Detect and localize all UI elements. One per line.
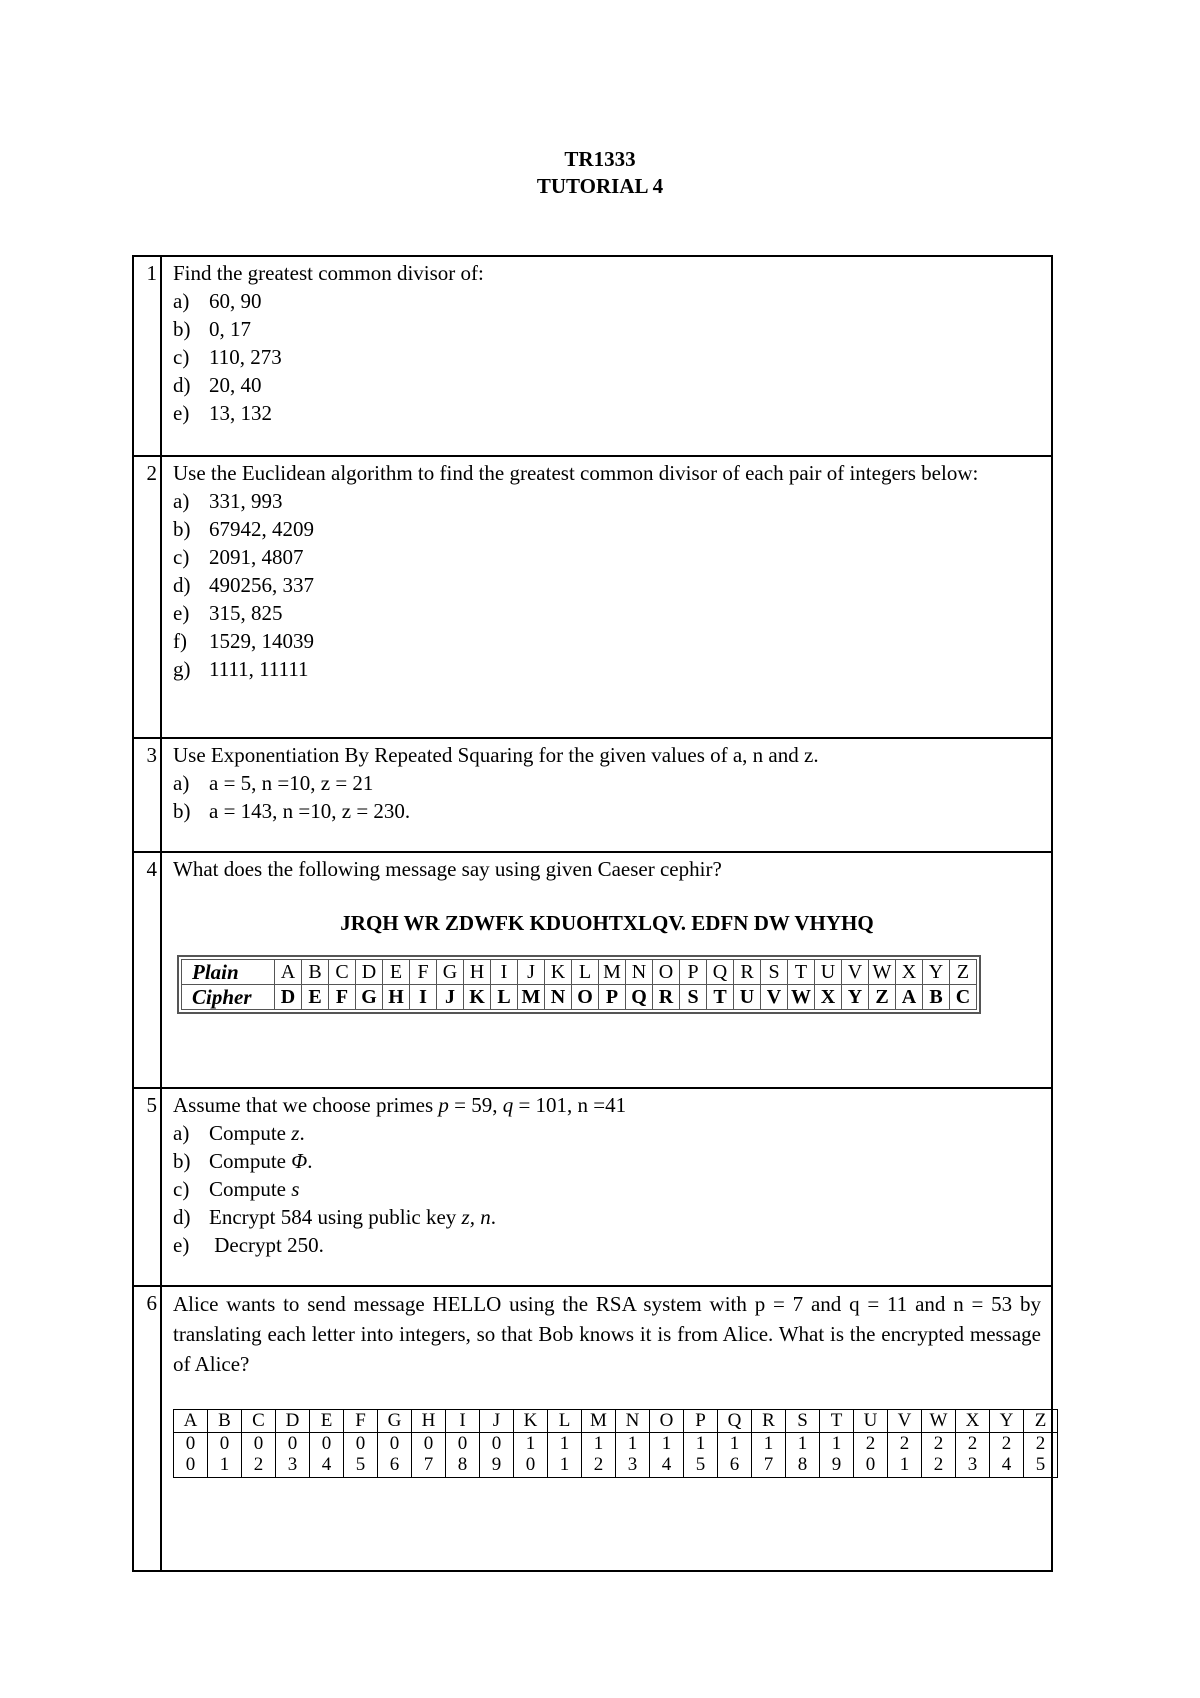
table-cell: O: [572, 985, 599, 1010]
table-cell: H: [464, 960, 491, 985]
plain-label: Plain: [182, 960, 275, 985]
table-cell: J: [437, 985, 464, 1010]
cell-value: 0 7: [423, 1433, 434, 1475]
table-cell: W: [869, 960, 896, 985]
question-text: Use the Euclidean algorithm to find the greatest common divisor of each pair of integers below:: [173, 461, 979, 485]
table-cell: A: [174, 1410, 208, 1433]
table-cell: [310, 1433, 344, 1478]
table-cell: [412, 1433, 446, 1478]
list-item: c) Compute s: [173, 1177, 300, 1201]
cell-value: 0 5: [355, 1433, 366, 1475]
table-cell: E: [302, 985, 329, 1010]
question-number: 4: [133, 852, 161, 1088]
cell-value: 0 0: [185, 1433, 196, 1475]
cipher-label: Cipher: [182, 985, 275, 1010]
table-cell: [786, 1433, 820, 1478]
cell-value: 0 4: [321, 1433, 332, 1475]
table-cell: [242, 1433, 276, 1478]
cell-value: 1 4: [661, 1433, 672, 1475]
table-cell: C: [329, 960, 356, 985]
table-cell: H: [412, 1410, 446, 1433]
table-cell: S: [680, 985, 707, 1010]
table-cell: O: [653, 960, 680, 985]
table-cell: I: [491, 960, 518, 985]
cell-value: 1 6: [729, 1433, 740, 1475]
table-cell: L: [572, 960, 599, 985]
table-cell: R: [653, 985, 680, 1010]
table-cell: M: [518, 985, 545, 1010]
question-row-6: [133, 1286, 1052, 1571]
list-item: a) 60, 90: [173, 289, 262, 313]
list-item: e) 315, 825: [173, 601, 283, 625]
table-cell: [922, 1433, 956, 1478]
cell-value: 0 6: [389, 1433, 400, 1475]
question-body: [161, 738, 1052, 852]
table-cell: W: [788, 985, 815, 1010]
cell-value: 1 7: [763, 1433, 774, 1475]
table-cell: [276, 1433, 310, 1478]
table-cell: A: [275, 960, 302, 985]
table-cell: [650, 1433, 684, 1478]
list-item: c) 110, 273: [173, 345, 282, 369]
table-cell: U: [854, 1410, 888, 1433]
cell-value: 1 1: [559, 1433, 570, 1475]
cell-value: 0 2: [253, 1433, 264, 1475]
question-text: What does the following message say using given Caeser cephir?: [173, 857, 722, 881]
table-cell: G: [378, 1410, 412, 1433]
question-row-1: [133, 256, 1052, 456]
table-cell: [174, 1433, 208, 1478]
caesar-cipher-table: [181, 959, 977, 1010]
table-cell: T: [820, 1410, 854, 1433]
table-cell: L: [491, 985, 518, 1010]
table-cell: Y: [923, 960, 950, 985]
table-cell: N: [616, 1410, 650, 1433]
table-cell: K: [545, 960, 572, 985]
table-cell: B: [923, 985, 950, 1010]
cell-value: 0 1: [219, 1433, 230, 1475]
table-cell: Q: [626, 985, 653, 1010]
table-cell: F: [344, 1410, 378, 1433]
question-body: [161, 1286, 1052, 1571]
question-text: Alice wants to send message HELLO using the RSA system with p = 7 and q = 11 and n = 53 by translating each letter into integers, so that Bob knows it is from Alice. What is the encrypted message of Alice?: [173, 1292, 1041, 1376]
cell-value: 1 2: [593, 1433, 604, 1475]
table-cell: N: [626, 960, 653, 985]
cipher-row: [182, 985, 977, 1010]
table-cell: P: [599, 985, 626, 1010]
questions-table: [132, 255, 1053, 1572]
table-cell: H: [383, 985, 410, 1010]
question-number: 2: [133, 456, 161, 738]
list-item: a) Compute z.: [173, 1121, 305, 1145]
table-cell: B: [302, 960, 329, 985]
table-cell: U: [815, 960, 842, 985]
question-row-4: [133, 852, 1052, 1088]
question-text: Assume that we choose primes p = 59, q = 101, n =41: [173, 1093, 627, 1117]
table-cell: J: [480, 1410, 514, 1433]
table-cell: Z: [950, 960, 977, 985]
table-cell: F: [410, 960, 437, 985]
table-cell: M: [582, 1410, 616, 1433]
table-cell: [684, 1433, 718, 1478]
table-cell: [820, 1433, 854, 1478]
list-item: d) 20, 40: [173, 373, 262, 397]
table-cell: C: [950, 985, 977, 1010]
table-cell: X: [815, 985, 842, 1010]
question-number: 6: [133, 1286, 161, 1571]
question-row-5: [133, 1088, 1052, 1286]
table-cell: O: [650, 1410, 684, 1433]
table-cell: [446, 1433, 480, 1478]
question-body: [161, 852, 1052, 1088]
list-item: d) Encrypt 584 using public key z, n.: [173, 1205, 496, 1229]
table-cell: Q: [707, 960, 734, 985]
plain-row: [182, 960, 977, 985]
cell-value: 0 8: [457, 1433, 468, 1475]
course-code: TR1333: [564, 147, 636, 171]
table-cell: V: [888, 1410, 922, 1433]
table-cell: I: [410, 985, 437, 1010]
table-cell: X: [896, 960, 923, 985]
table-cell: L: [548, 1410, 582, 1433]
table-cell: S: [761, 960, 788, 985]
question-body: [161, 456, 1052, 738]
table-cell: [888, 1433, 922, 1478]
table-cell: G: [437, 960, 464, 985]
value-row: [174, 1433, 1058, 1478]
cell-value: 2 3: [967, 1433, 978, 1475]
question-items: [173, 1119, 1041, 1259]
table-cell: [616, 1433, 650, 1478]
question-body: [161, 1088, 1052, 1286]
table-cell: M: [599, 960, 626, 985]
question-number: 3: [133, 738, 161, 852]
list-item: e) 13, 132: [173, 401, 272, 425]
list-item: a) a = 5, n =10, z = 21: [173, 771, 374, 795]
table-cell: R: [734, 960, 761, 985]
table-cell: [718, 1433, 752, 1478]
table-cell: E: [383, 960, 410, 985]
table-cell: Z: [869, 985, 896, 1010]
table-cell: W: [922, 1410, 956, 1433]
question-items: [173, 287, 1041, 427]
question-items: [173, 769, 1041, 825]
tutorial-title: TUTORIAL 4: [536, 174, 664, 198]
cell-value: 1 3: [627, 1433, 638, 1475]
table-cell: T: [788, 960, 815, 985]
table-cell: K: [514, 1410, 548, 1433]
table-cell: [1024, 1433, 1058, 1478]
table-cell: [752, 1433, 786, 1478]
cell-value: 1 5: [695, 1433, 706, 1475]
list-item: b) Compute Φ.: [173, 1149, 313, 1173]
cell-value: 0 3: [287, 1433, 298, 1475]
cipher-message: JRQH WR ZDWFK KDUOHTXLQV. EDFN DW VHYHQ: [340, 911, 874, 935]
table-cell: D: [275, 985, 302, 1010]
table-cell: V: [761, 985, 788, 1010]
table-cell: [344, 1433, 378, 1478]
letter-row: [174, 1410, 1058, 1433]
list-item: d) 490256, 337: [173, 573, 314, 597]
table-cell: D: [276, 1410, 310, 1433]
cell-value: 1 0: [525, 1433, 536, 1475]
table-cell: [378, 1433, 412, 1478]
cell-value: 2 4: [1001, 1433, 1012, 1475]
table-cell: R: [752, 1410, 786, 1433]
cell-value: 2 1: [899, 1433, 910, 1475]
question-text: Find the greatest common divisor of:: [173, 261, 484, 285]
list-item: g) 1111, 11111: [173, 657, 309, 681]
table-cell: T: [707, 985, 734, 1010]
table-cell: K: [464, 985, 491, 1010]
table-cell: [990, 1433, 1024, 1478]
table-cell: J: [518, 960, 545, 985]
table-cell: F: [329, 985, 356, 1010]
list-item: b) 67942, 4209: [173, 517, 314, 541]
table-cell: C: [242, 1410, 276, 1433]
list-item: e) Decrypt 250.: [173, 1233, 324, 1257]
table-cell: E: [310, 1410, 344, 1433]
list-item: b) 0, 17: [173, 317, 251, 341]
question-body: [161, 256, 1052, 456]
question-items: [173, 487, 1041, 683]
document-title: [0, 146, 1200, 200]
question-row-3: [133, 738, 1052, 852]
table-cell: G: [356, 985, 383, 1010]
table-cell: [854, 1433, 888, 1478]
table-cell: [956, 1433, 990, 1478]
cell-value: 0 9: [491, 1433, 502, 1475]
table-cell: Y: [990, 1410, 1024, 1433]
table-cell: [582, 1433, 616, 1478]
list-item: a) 331, 993: [173, 489, 283, 513]
table-cell: [480, 1433, 514, 1478]
list-item: f) 1529, 14039: [173, 629, 314, 653]
question-number: 5: [133, 1088, 161, 1286]
table-cell: S: [786, 1410, 820, 1433]
table-cell: A: [896, 985, 923, 1010]
table-cell: [548, 1433, 582, 1478]
letter-number-table: [173, 1409, 1058, 1478]
question-number: 1: [133, 256, 161, 456]
table-cell: P: [680, 960, 707, 985]
table-cell: Z: [1024, 1410, 1058, 1433]
table-cell: D: [356, 960, 383, 985]
table-cell: P: [684, 1410, 718, 1433]
question-row-2: [133, 456, 1052, 738]
cell-value: 2 2: [933, 1433, 944, 1475]
cell-value: 1 8: [797, 1433, 808, 1475]
cell-value: 2 5: [1035, 1433, 1046, 1475]
table-cell: Y: [842, 985, 869, 1010]
table-cell: X: [956, 1410, 990, 1433]
list-item: c) 2091, 4807: [173, 545, 304, 569]
cell-value: 1 9: [831, 1433, 842, 1475]
table-cell: N: [545, 985, 572, 1010]
table-cell: U: [734, 985, 761, 1010]
table-cell: V: [842, 960, 869, 985]
table-cell: Q: [718, 1410, 752, 1433]
table-cell: I: [446, 1410, 480, 1433]
table-cell: [514, 1433, 548, 1478]
question-text: Use Exponentiation By Repeated Squaring for the given values of a, n and z.: [173, 743, 819, 767]
table-cell: B: [208, 1410, 242, 1433]
cell-value: 2 0: [865, 1433, 876, 1475]
list-item: b) a = 143, n =10, z = 230.: [173, 799, 411, 823]
table-cell: [208, 1433, 242, 1478]
